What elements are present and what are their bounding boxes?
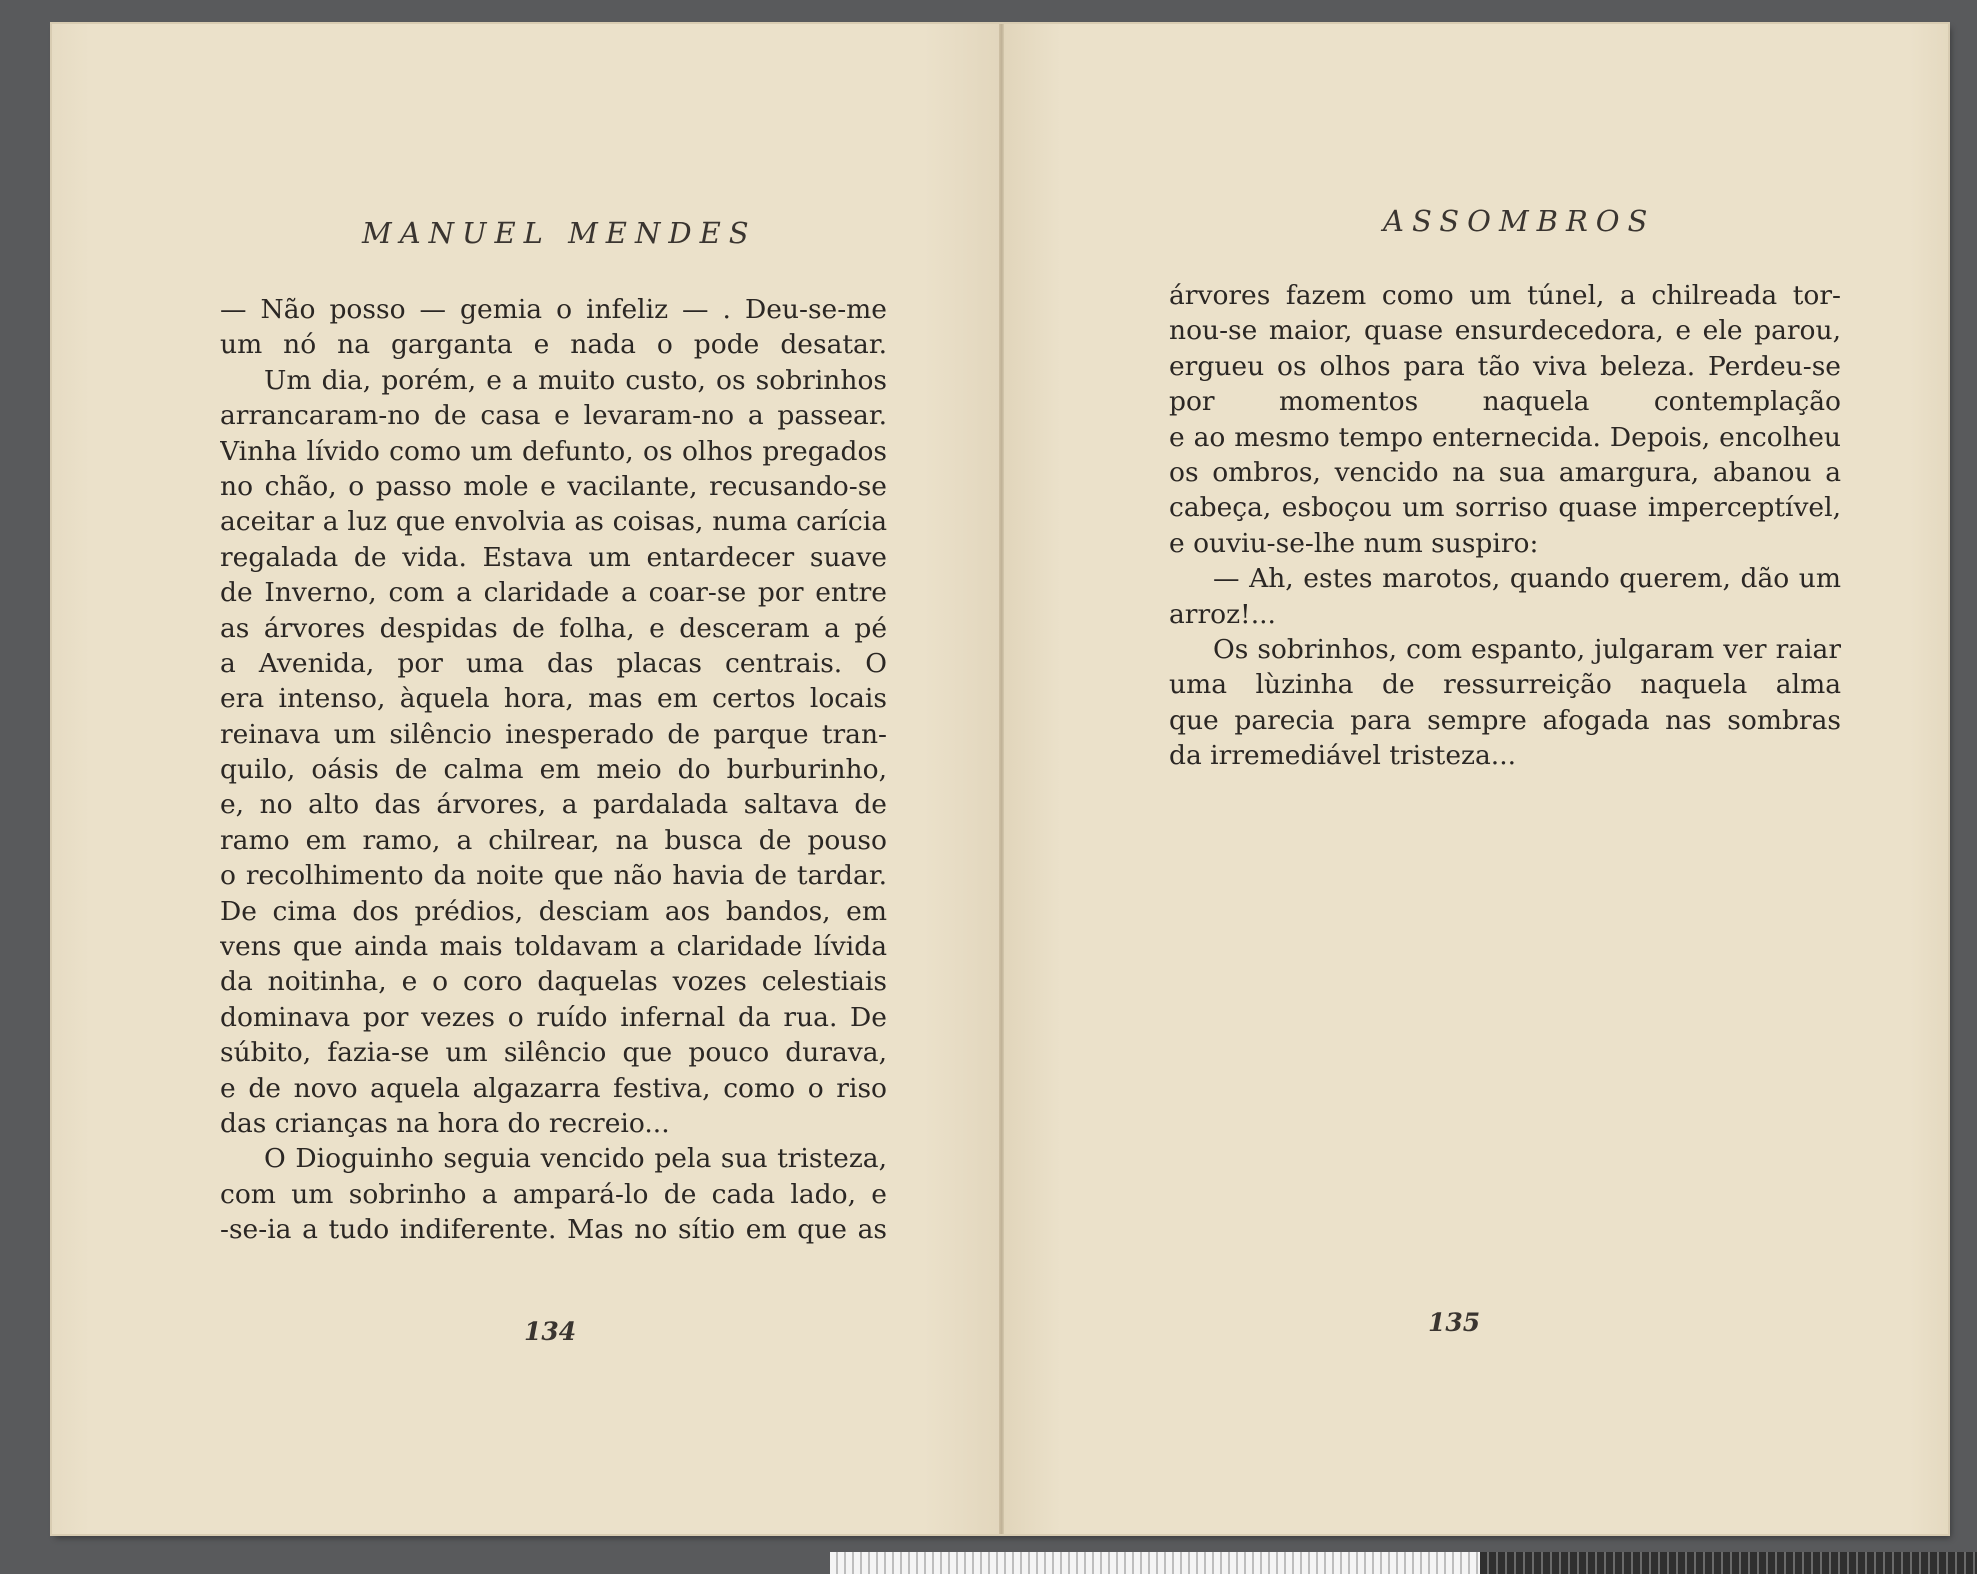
text-line: e, no alto das árvores, a pardalada saltava de bbox=[220, 789, 887, 821]
page-number: 135 bbox=[1428, 1308, 1481, 1337]
text-line: — Ah, estes marotos, quando querem, dão um bbox=[1213, 563, 1841, 595]
text-line: Os sobrinhos, com espanto, julgaram ver raiar bbox=[1213, 633, 1841, 665]
text-line: por momentos naquela contemplação bbox=[1169, 386, 1841, 418]
page-number: 134 bbox=[524, 1317, 577, 1346]
text-line: regalada de vida. Estava um entardecer suave bbox=[220, 541, 887, 573]
text-line: súbito, fazia-se um silêncio que pouco durava, bbox=[220, 1037, 887, 1069]
text-line: que parecia para sempre afogada nas sombras bbox=[1169, 704, 1841, 736]
text-line: quilo, oásis de calma em meio do burburinho, bbox=[220, 754, 887, 786]
text-line: uma lùzinha de ressurreição naquela alma bbox=[1169, 669, 1841, 701]
text-line: Vinha lívido como um defunto, os olhos pregados bbox=[220, 435, 887, 467]
text-line: da noitinha, e o coro daquelas vozes celestiais bbox=[220, 966, 887, 998]
text-line: De cima dos prédios, desciam aos bandos, em bbox=[220, 895, 887, 927]
text-line: e ao mesmo tempo enternecida. Depois, encolheu bbox=[1169, 421, 1841, 453]
text-line: das crianças na hora do recreio... bbox=[220, 1107, 670, 1139]
open-book bbox=[52, 24, 1948, 1534]
text-line: -se-ia a tudo indiferente. Mas no sítio em que as bbox=[220, 1214, 887, 1246]
text-line: com um sobrinho a ampará-lo de cada lado, e bbox=[220, 1178, 887, 1210]
text-line: árvores fazem como um túnel, a chilreada tor- bbox=[1169, 280, 1841, 311]
text-line: e ouviu-se-lhe num suspiro: bbox=[1169, 527, 1539, 559]
text-line: vens que ainda mais toldavam a claridade lívida bbox=[220, 931, 887, 963]
scan-calibration-strip bbox=[830, 1552, 1977, 1574]
text-line: nou-se maior, quase ensurdecedora, e ele parou, bbox=[1169, 315, 1841, 347]
text-line: cabeça, esboçou um sorriso quase imperceptível, bbox=[1169, 492, 1841, 524]
text-line: de Inverno, com a claridade a coar-se por entre bbox=[220, 577, 887, 609]
running-head-author: MANUEL MENDES bbox=[362, 216, 757, 250]
text-line: O Dioguinho seguia vencido pela sua tristeza, bbox=[264, 1143, 887, 1175]
text-line: dominava por vezes o ruído infernal da rua. De bbox=[220, 1001, 887, 1033]
text-line: aceitar a luz que envolvia as coisas, numa carícia bbox=[220, 506, 887, 538]
text-line: o recolhimento da noite que não havia de tardar. bbox=[220, 860, 887, 892]
left-page bbox=[52, 24, 1000, 1534]
text-line: Um dia, porém, e a muito custo, os sobrinhos bbox=[264, 364, 887, 396]
text-line: ramo em ramo, a chilrear, na busca de pouso bbox=[220, 824, 887, 856]
text-line: — Não posso — gemia o infeliz — . Deu-se-me bbox=[220, 294, 887, 325]
text-line: as árvores despidas de folha, e desceram a pé bbox=[220, 612, 887, 644]
text-line: arrancaram-no de casa e levaram-no a passear. bbox=[220, 400, 887, 432]
text-line: era intenso, àquela hora, mas em certos locais bbox=[220, 683, 887, 715]
running-head-title: ASSOMBROS bbox=[1383, 204, 1656, 238]
text-line: a Avenida, por uma das placas centrais. O bbox=[220, 647, 887, 679]
text-line: da irremediável tristeza... bbox=[1169, 740, 1517, 772]
right-page-text bbox=[1169, 278, 1841, 773]
right-page bbox=[1004, 24, 1948, 1534]
text-line: ergueu os olhos para tão viva beleza. Perdeu-se bbox=[1169, 350, 1841, 382]
text-line: um nó na garganta e nada o pode desatar. bbox=[220, 329, 887, 361]
text-line: arroz!... bbox=[1169, 598, 1276, 630]
text-line: no chão, o passo mole e vacilante, recusando-se bbox=[220, 470, 887, 502]
text-line: reinava um silêncio inesperado de parque tran- bbox=[220, 718, 887, 750]
left-page-text bbox=[220, 292, 887, 1248]
scan-calibration-dark-segment bbox=[1480, 1552, 1977, 1574]
text-line: e de novo aquela algazarra festiva, como o riso bbox=[220, 1072, 887, 1104]
text-line: os ombros, vencido na sua amargura, abanou a bbox=[1169, 456, 1841, 488]
